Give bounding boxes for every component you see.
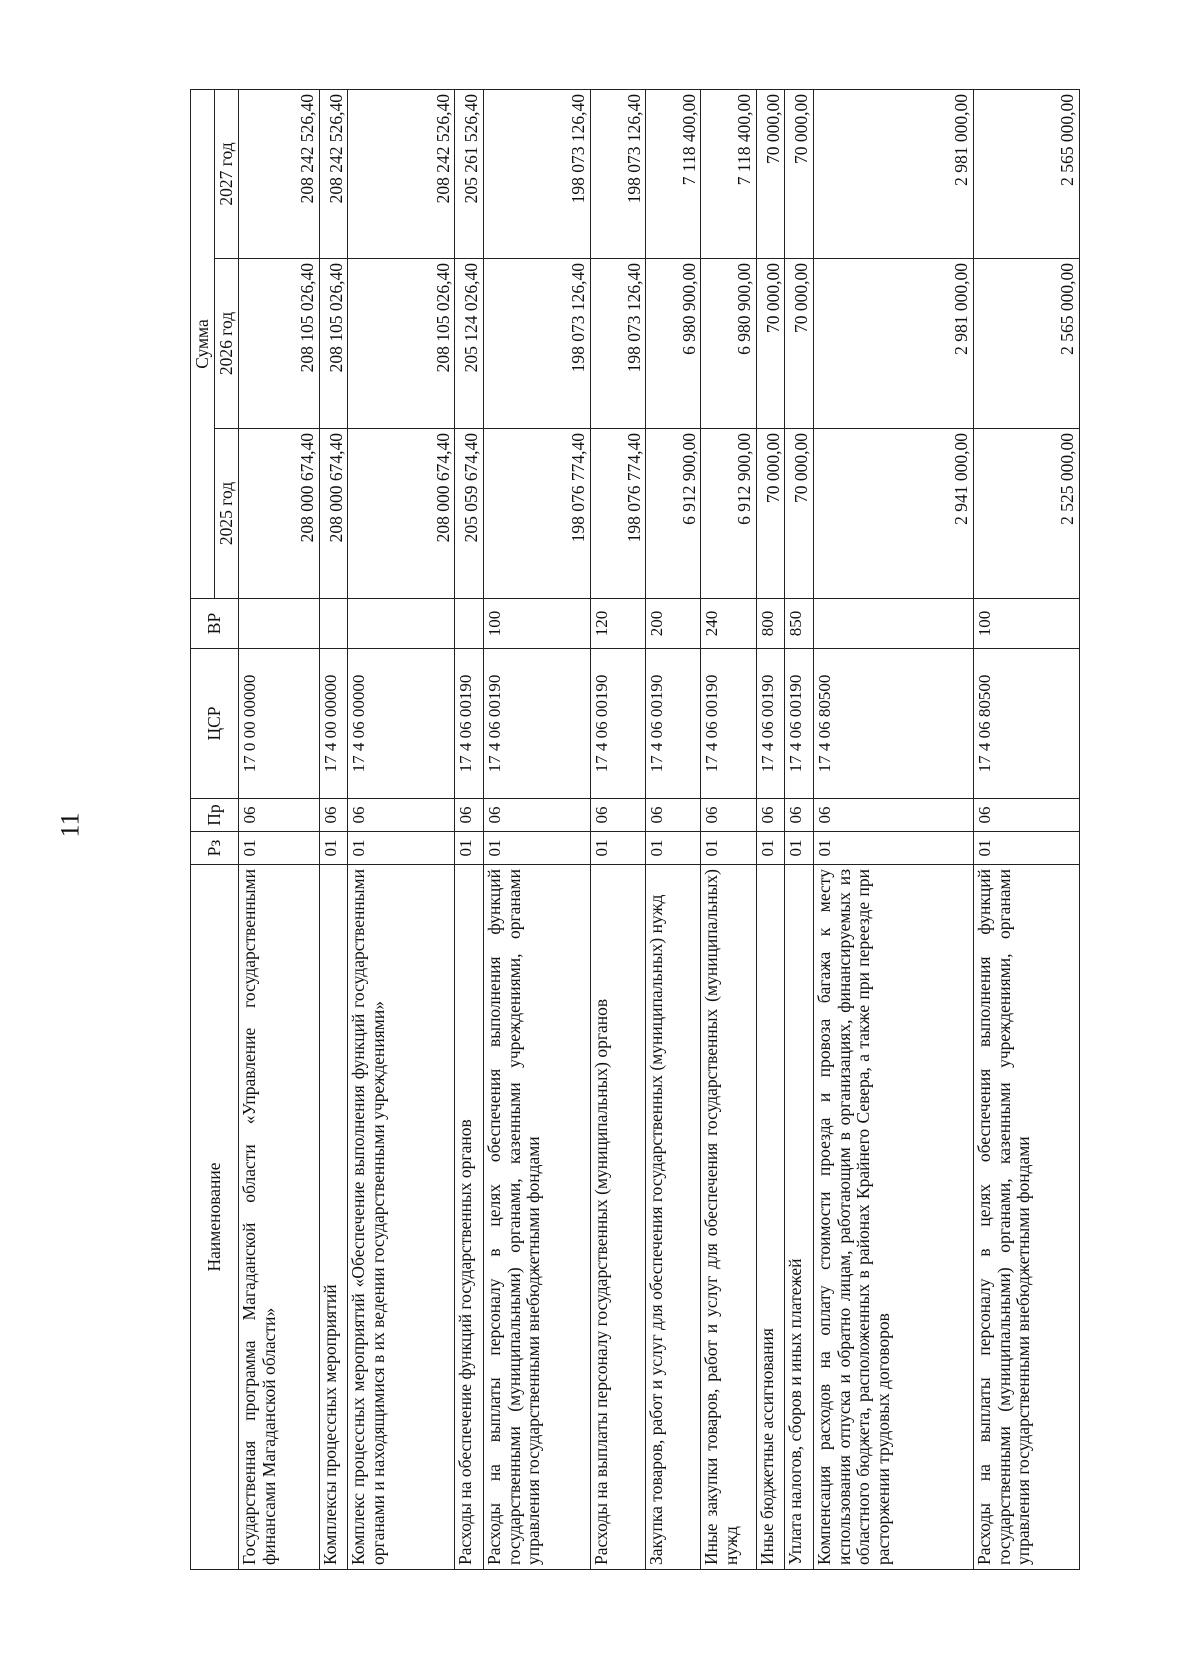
- row-csr: 17 4 06 00190: [756, 649, 785, 799]
- row-pr: 06: [348, 799, 455, 832]
- row-pr: 06: [813, 799, 973, 832]
- row-name: Уплата налогов, сборов и иных платежей: [785, 865, 814, 1570]
- row-2026: 2 565 000,00: [973, 259, 1079, 429]
- row-csr: 17 4 06 00190: [455, 649, 484, 799]
- row-vr: 800: [756, 599, 785, 649]
- row-2026: 6 980 900,00: [646, 259, 701, 429]
- row-vr: 100: [973, 599, 1079, 649]
- row-rz: 01: [591, 832, 646, 865]
- row-2025: 2 941 000,00: [813, 429, 973, 599]
- row-rz: 01: [646, 832, 701, 865]
- row-pr: 06: [785, 799, 814, 832]
- row-name: Расходы на выплаты персоналу в целях обеспечения выполнения функций государственными (муниципальными) органами, казенными учреждениями, органами управления государственными внебюджетными фондами: [973, 865, 1079, 1570]
- row-2026: 2 981 000,00: [813, 259, 973, 429]
- row-2027: 2 981 000,00: [813, 89, 973, 258]
- header-rz: Рз: [191, 832, 239, 865]
- row-csr: 17 0 00 00000: [239, 649, 320, 799]
- row-vr: 120: [591, 599, 646, 649]
- row-pr: 06: [455, 799, 484, 832]
- table-row: [483, 89, 590, 1569]
- row-name: Расходы на выплаты персоналу в целях обеспечения выполнения функций государственными (муниципальными) органами, казенными учреждениями, органами управления государственными внебюджетными фондами: [483, 865, 590, 1570]
- table-row: [756, 89, 785, 1569]
- row-rz: 01: [319, 832, 348, 865]
- row-2025: 6 912 900,00: [646, 429, 701, 599]
- row-csr: 17 4 06 00000: [348, 649, 455, 799]
- row-2026: 198 073 126,40: [483, 259, 590, 429]
- row-2026: 70 000,00: [756, 259, 785, 429]
- budget-table: [190, 89, 1080, 1570]
- row-vr: 100: [483, 599, 590, 649]
- row-vr: [348, 599, 455, 649]
- table-row: [813, 89, 973, 1569]
- table-row: [973, 89, 1079, 1569]
- row-2025: 208 000 674,40: [319, 429, 348, 599]
- row-2025: 70 000,00: [785, 429, 814, 599]
- header-pr: Пр: [191, 799, 239, 832]
- row-vr: [239, 599, 320, 649]
- row-csr: 17 4 06 00190: [701, 649, 756, 799]
- row-2025: 205 059 674,40: [455, 429, 484, 599]
- row-rz: 01: [239, 832, 320, 865]
- row-pr: 06: [591, 799, 646, 832]
- page-number: 11: [55, 812, 85, 838]
- row-2027: 205 261 526,40: [455, 89, 484, 258]
- row-rz: 01: [973, 832, 1079, 865]
- row-2026: 70 000,00: [785, 259, 814, 429]
- row-vr: 200: [646, 599, 701, 649]
- row-vr: [813, 599, 973, 649]
- header-2027: 2027 год: [215, 89, 239, 258]
- row-pr: 06: [483, 799, 590, 832]
- table-row: [591, 89, 646, 1569]
- row-vr: 240: [701, 599, 756, 649]
- row-2027: 7 118 400,00: [646, 89, 701, 258]
- row-2026: 208 105 026,40: [319, 259, 348, 429]
- table-row: [785, 89, 814, 1569]
- row-csr: 17 4 06 00190: [591, 649, 646, 799]
- table-row: [319, 89, 348, 1569]
- row-pr: 06: [756, 799, 785, 832]
- row-2027: 2 565 000,00: [973, 89, 1079, 258]
- row-vr: [455, 599, 484, 649]
- row-rz: 01: [756, 832, 785, 865]
- row-2026: 208 105 026,40: [239, 259, 320, 429]
- row-2025: 2 525 000,00: [973, 429, 1079, 599]
- row-2025: 198 076 774,40: [591, 429, 646, 599]
- row-name: Закупка товаров, работ и услуг для обеспечения государственных (муниципальных) нужд: [646, 865, 701, 1570]
- row-2027: 7 118 400,00: [701, 89, 756, 258]
- row-csr: 17 4 06 00190: [785, 649, 814, 799]
- row-name: Комплекс процессных мероприятий «Обеспечение выполнения функций государственными органами и находящимися в их ведении государственными учреждениями»: [348, 865, 455, 1570]
- row-2027: 198 073 126,40: [591, 89, 646, 258]
- row-rz: 01: [348, 832, 455, 865]
- row-2027: 70 000,00: [756, 89, 785, 258]
- row-rz: 01: [455, 832, 484, 865]
- row-2026: 205 124 026,40: [455, 259, 484, 429]
- row-rz: 01: [483, 832, 590, 865]
- header-2026: 2026 год: [215, 259, 239, 429]
- row-csr: 17 4 06 80500: [973, 649, 1079, 799]
- row-vr: [319, 599, 348, 649]
- row-name: Государственная программа Магаданской области «Управление государственными финансами Магаданской области»: [239, 865, 320, 1570]
- row-2026: 198 073 126,40: [591, 259, 646, 429]
- row-pr: 06: [701, 799, 756, 832]
- row-2027: 70 000,00: [785, 89, 814, 258]
- header-csr: ЦСР: [191, 649, 239, 799]
- row-2027: 208 242 526,40: [348, 89, 455, 258]
- row-2025: 198 076 774,40: [483, 429, 590, 599]
- row-2027: 208 242 526,40: [319, 89, 348, 258]
- row-name: Расходы на выплаты персоналу государственных (муниципальных) органов: [591, 865, 646, 1570]
- row-csr: 17 4 06 00190: [646, 649, 701, 799]
- header-name: Наименование: [191, 865, 239, 1570]
- table-row: [646, 89, 701, 1569]
- row-vr: 850: [785, 599, 814, 649]
- row-2026: 6 980 900,00: [701, 259, 756, 429]
- row-csr: 17 4 00 00000: [319, 649, 348, 799]
- row-2025: 208 000 674,40: [239, 429, 320, 599]
- row-2025: 6 912 900,00: [701, 429, 756, 599]
- row-pr: 06: [239, 799, 320, 832]
- row-name: Иные закупки товаров, работ и услуг для обеспечения государственных (муниципальных) нужд: [701, 865, 756, 1570]
- header-2025: 2025 год: [215, 429, 239, 599]
- row-name: Комплексы процессных мероприятий: [319, 865, 348, 1570]
- row-2027: 198 073 126,40: [483, 89, 590, 258]
- row-name: Расходы на обеспечение функций государственных органов: [455, 865, 484, 1570]
- row-csr: 17 4 06 00190: [483, 649, 590, 799]
- row-2027: 208 242 526,40: [239, 89, 320, 258]
- row-rz: 01: [813, 832, 973, 865]
- header-vr: ВР: [191, 599, 239, 649]
- row-rz: 01: [701, 832, 756, 865]
- row-pr: 06: [973, 799, 1079, 832]
- row-name: Иные бюджетные ассигнования: [756, 865, 785, 1570]
- row-2026: 208 105 026,40: [348, 259, 455, 429]
- row-pr: 06: [319, 799, 348, 832]
- row-rz: 01: [785, 832, 814, 865]
- row-name: Компенсация расходов на оплату стоимости проезда и провоза багажа к месту использования отпуска и обратно лицам, работающим в организациях, финансируемых из областного бюджета, расположенных в районах Крайнего Севера, а также при переезде при расторжении трудовых договоров: [813, 865, 973, 1570]
- row-csr: 17 4 06 80500: [813, 649, 973, 799]
- rotated-table-container: [190, 90, 1080, 1570]
- header-sum: Сумма: [191, 89, 215, 598]
- table-row: [239, 89, 320, 1569]
- table-row: [455, 89, 484, 1569]
- table-row: [348, 89, 455, 1569]
- row-pr: 06: [646, 799, 701, 832]
- row-2025: 70 000,00: [756, 429, 785, 599]
- row-2025: 208 000 674,40: [348, 429, 455, 599]
- table-row: [701, 89, 756, 1569]
